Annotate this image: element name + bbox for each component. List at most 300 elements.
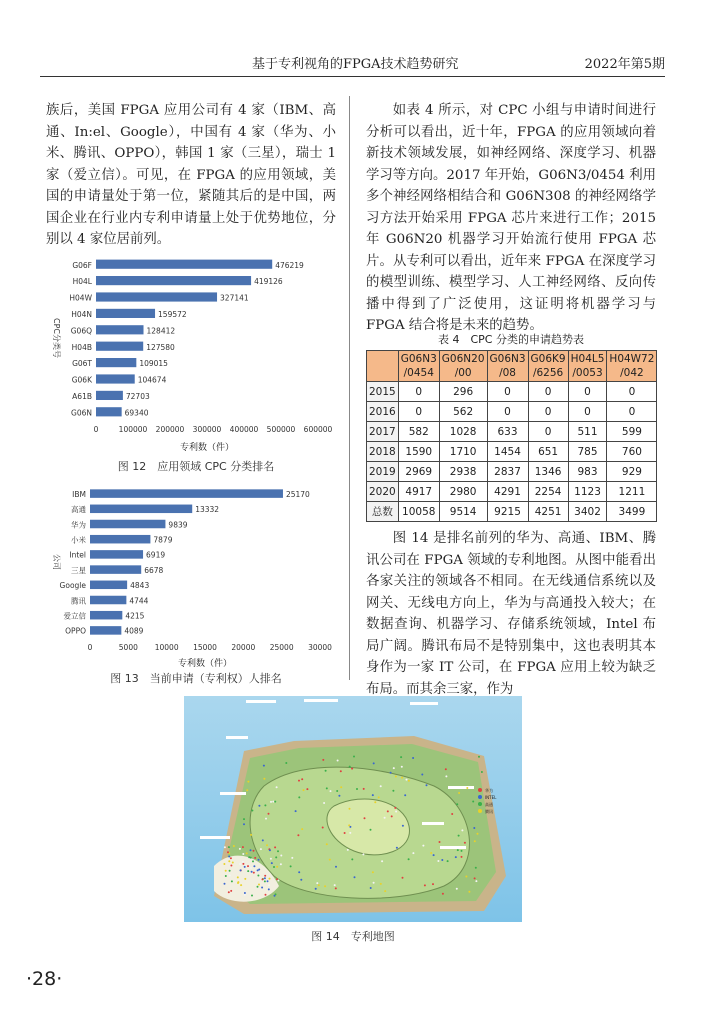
patent-dot <box>266 844 268 846</box>
category-label: H04W <box>69 293 92 303</box>
patent-dot <box>461 829 463 831</box>
patent-dot <box>370 887 372 889</box>
table-cell: 0 <box>487 382 528 402</box>
table-cell: 4917 <box>398 482 439 502</box>
patent-dot <box>351 858 353 860</box>
table-cell: 633 <box>487 422 528 442</box>
patent-dot <box>396 847 398 849</box>
patent-dot <box>280 863 282 865</box>
data-label: 13332 <box>195 505 220 515</box>
table-cell: 0 <box>568 382 607 402</box>
patent-dot <box>318 884 320 886</box>
table-cell: 2017 <box>367 422 399 442</box>
patent-dot <box>258 859 260 861</box>
category-label: H04L <box>72 277 92 287</box>
data-label: 7879 <box>153 535 173 545</box>
patent-dot <box>274 895 276 897</box>
table-row <box>367 442 657 462</box>
fig14-caption: 图 14 专利地图 <box>311 930 395 943</box>
patent-dot <box>380 883 382 885</box>
bar <box>96 407 122 416</box>
table-cell: 1710 <box>439 442 487 462</box>
patent-dot <box>298 871 300 873</box>
patent-dot <box>372 871 374 873</box>
patent-dot <box>441 859 443 861</box>
patent-dot <box>285 762 287 764</box>
patent-dot <box>254 857 256 859</box>
patent-dot <box>228 846 230 848</box>
table-cell: 599 <box>607 422 657 442</box>
patent-dot <box>270 801 272 803</box>
table-cell: 929 <box>607 462 657 482</box>
table-cell: 2016 <box>367 402 399 422</box>
patent-dot <box>228 860 230 862</box>
patent-dot <box>244 892 246 894</box>
table-cell: 0 <box>568 402 607 422</box>
category-label: H04N <box>71 309 92 319</box>
x-tick-label: 400000 <box>229 425 259 434</box>
patent-dot <box>354 876 356 878</box>
patent-dot <box>273 866 275 868</box>
table-cell: 总数 <box>367 502 399 522</box>
patent-dot <box>475 880 477 882</box>
patent-dot <box>258 805 260 807</box>
patent-dot <box>380 785 382 787</box>
table-cell: 511 <box>568 422 607 442</box>
patent-dot <box>253 850 255 852</box>
x-tick-label: 20000 <box>231 643 256 652</box>
data-label: 127580 <box>146 342 175 352</box>
table-row <box>367 422 657 442</box>
patent-dot <box>229 875 231 877</box>
data-label: 69340 <box>124 408 149 418</box>
bar <box>90 550 143 559</box>
left-paragraph: 族后，美国 FPGA 应用公司有 4 家（IBM、高通、In:el、Google），中国有 4 家（华为、小米、腾讯、OPPO），韩国 1 家（三星），瑞士 1 家（爱立信）。可见，在 FPGA 的应用领域，美国的申请量处于第一位，紧随其后的是中国，两国企业在行业内专利申请量上处于优势地位，分别以 4 家位居前列。 <box>46 103 336 247</box>
patent-dot <box>268 884 270 886</box>
table-cell: 0 <box>528 382 568 402</box>
table-cell: 9215 <box>487 502 528 522</box>
table-cell: 0 <box>398 402 439 422</box>
table-cell: 1454 <box>487 442 528 462</box>
patent-dot <box>364 817 366 819</box>
patent-dot <box>268 888 270 890</box>
table-cell: 2969 <box>398 462 439 482</box>
patent-dot <box>276 786 278 788</box>
patent-dot <box>228 891 230 893</box>
table-cell: 1590 <box>398 442 439 462</box>
data-label: 4215 <box>125 611 145 621</box>
patent-dot <box>330 790 332 792</box>
patent-dot <box>233 845 235 847</box>
patent-dot <box>274 801 276 803</box>
patent-dot <box>242 863 244 865</box>
patent-dot <box>326 843 328 845</box>
table-header-cell: G06N3 /0454 <box>398 351 439 382</box>
patent-dot <box>442 893 444 895</box>
fig12-svg <box>46 252 346 452</box>
patent-dot <box>253 865 255 867</box>
x-axis-title: 专利数（件） <box>177 659 233 668</box>
patent-dot <box>247 865 249 867</box>
patent-dot <box>384 890 386 892</box>
table-cell: 0 <box>607 402 657 422</box>
patent-dot <box>348 824 350 826</box>
patent-dot <box>298 796 300 798</box>
patent-dot <box>225 875 227 877</box>
patent-dot <box>230 857 232 859</box>
bar <box>96 276 251 285</box>
table-cell: 4291 <box>487 482 528 502</box>
table-cell: 9514 <box>439 502 487 522</box>
patent-dot <box>246 852 248 854</box>
bar <box>96 325 144 334</box>
patent-dot <box>244 894 246 896</box>
category-label: G06K <box>71 375 92 385</box>
patent-dot <box>340 786 342 788</box>
patent-dot <box>257 875 259 877</box>
patent-dot <box>239 863 241 865</box>
data-label: 159572 <box>158 309 187 319</box>
data-label: 4843 <box>130 581 150 591</box>
table-cell: 0 <box>528 422 568 442</box>
table-body <box>367 382 657 522</box>
column-divider <box>349 96 350 680</box>
patent-dot <box>244 866 246 868</box>
patent-dot <box>456 888 458 890</box>
category-label: Intel <box>69 550 86 560</box>
patent-dot <box>237 876 239 878</box>
patent-dot <box>353 756 355 758</box>
patent-map-image <box>184 696 522 922</box>
table-cell: 1211 <box>607 482 657 502</box>
table-cell: 1346 <box>528 462 568 482</box>
patent-dot <box>349 808 351 810</box>
patent-dot <box>430 852 432 854</box>
table-cell: 4251 <box>528 502 568 522</box>
page-header <box>40 48 665 77</box>
x-tick-label: 0 <box>93 425 99 434</box>
patent-dot <box>258 884 260 886</box>
legend-intel: INTEL <box>485 795 497 800</box>
issue-label: 2022年第5期 <box>584 57 665 72</box>
bar <box>96 342 143 351</box>
data-label: 72703 <box>125 391 150 401</box>
category-label: G06Q <box>70 326 92 336</box>
data-label: 476219 <box>275 260 304 270</box>
table-header-cell: G06K9 /6256 <box>528 351 568 382</box>
table-cell: 562 <box>439 402 487 422</box>
patent-dot <box>298 780 300 782</box>
patent-dot <box>370 829 372 831</box>
patent-dot <box>378 796 380 798</box>
patent-dot <box>269 878 271 880</box>
table-row <box>367 462 657 482</box>
patent-dot <box>263 765 265 767</box>
patent-dot <box>223 863 225 865</box>
patent-dot <box>247 870 249 872</box>
page-number: ·28· <box>26 968 63 990</box>
patent-dot <box>401 766 403 768</box>
patent-dot <box>250 834 252 836</box>
patent-dot <box>392 790 394 792</box>
bar <box>90 565 141 574</box>
patent-dot <box>349 832 351 834</box>
patent-dot <box>402 825 404 827</box>
patent-dot <box>264 875 266 877</box>
patent-dot <box>227 851 229 853</box>
x-tick-label: 600000 <box>303 425 333 434</box>
patent-dot <box>384 817 386 819</box>
patent-dot <box>230 890 232 892</box>
running-title: 基于专利视角的FPGA技术趋势研究 <box>252 57 459 72</box>
data-label: 6678 <box>144 565 164 575</box>
table-cell: 2254 <box>528 482 568 502</box>
table-cell: 785 <box>568 442 607 462</box>
patent-dot <box>322 827 324 829</box>
bar <box>90 611 122 620</box>
patent-dot <box>445 775 447 777</box>
patent-dot <box>408 858 410 860</box>
table-row <box>367 402 657 422</box>
patent-dot <box>337 760 339 762</box>
category-label: G06T <box>72 359 92 369</box>
patent-dot <box>247 781 249 783</box>
x-tick-label: 10000 <box>154 643 179 652</box>
data-label: 419126 <box>254 277 283 287</box>
patent-dot <box>424 884 426 886</box>
table-cell: 1028 <box>439 422 487 442</box>
patent-dot <box>362 853 364 855</box>
patent-dot <box>276 866 278 868</box>
patent-dot <box>393 767 395 769</box>
patent-dot <box>229 870 231 872</box>
patent-dot <box>240 869 242 871</box>
bar <box>90 535 150 544</box>
patent-dot <box>262 878 264 880</box>
fig12-chart <box>46 252 346 452</box>
x-tick-label: 200000 <box>155 425 185 434</box>
x-tick-label: 500000 <box>266 425 296 434</box>
bar <box>90 626 121 635</box>
category-label: OPPO <box>65 626 86 636</box>
patent-dot <box>374 801 376 803</box>
patent-dot <box>291 857 293 859</box>
table-cell: 0 <box>528 402 568 422</box>
data-label: 6919 <box>146 550 166 560</box>
patent-dot <box>324 885 326 887</box>
x-tick-label: 15000 <box>193 643 217 652</box>
fig13-caption: 图 13 当前申请（专利权）人排名 <box>110 672 282 685</box>
patent-dot <box>373 882 375 884</box>
table-header-cell <box>367 351 399 382</box>
x-tick-label: 300000 <box>192 425 222 434</box>
patent-dot <box>257 886 259 888</box>
patent-dot <box>381 860 383 862</box>
patent-dot <box>224 883 226 885</box>
patent-dot <box>465 876 467 878</box>
patent-dot <box>457 849 459 851</box>
patent-dot <box>252 860 254 862</box>
bar <box>96 260 272 269</box>
table-cell: 2019 <box>367 462 399 482</box>
patent-dot <box>473 827 475 829</box>
data-label: 128412 <box>146 326 176 336</box>
table-cell: 3499 <box>607 502 657 522</box>
table-header-cell: G06N20 /00 <box>439 351 487 382</box>
table-cell: 2018 <box>367 442 399 462</box>
patent-dot <box>230 865 232 867</box>
y-axis-title: 公司 <box>52 554 61 570</box>
patent-dot <box>466 787 468 789</box>
patent-dot <box>265 818 267 820</box>
patent-dot <box>472 801 474 803</box>
patent-dot <box>225 870 227 872</box>
patent-dot <box>475 867 477 869</box>
patent-dot <box>228 856 230 858</box>
x-tick-label: 5000 <box>118 643 138 652</box>
patent-dot <box>301 778 303 780</box>
patent-dot <box>344 832 346 834</box>
patent-dot <box>372 794 374 796</box>
patent-dot <box>395 776 397 778</box>
patent-dot <box>363 788 365 790</box>
patent-dot <box>335 887 337 889</box>
right-paragraph-b: 图 14 是排名前列的华为、高通、IBM、腾讯公司在 FPGA 领域的专利地图。从图中能看出各家关注的领域各不相同。在无线通信系统以及网关、无线电方向上，华为与高通投入较大；在数据查询、机器学习、存储系统领域，Intel 布局广阔。腾讯布局不是特别集中，这也表明其本身作为一家 IT 公司，在 FPGA 应用上较为缺乏布局。而其余三家，作为 <box>366 531 656 697</box>
patent-dot <box>268 813 270 815</box>
bar <box>90 581 127 590</box>
patent-dot <box>295 810 297 812</box>
patent-dot <box>261 887 263 889</box>
table-cell: 983 <box>568 462 607 482</box>
legend-tencent: 腾讯 <box>485 809 493 814</box>
patent-dot <box>406 779 408 781</box>
patent-dot <box>351 768 353 770</box>
patent-dot <box>272 801 274 803</box>
patent-dot <box>323 802 325 804</box>
table-header-cell: H04W72 /042 <box>607 351 657 382</box>
patent-dot <box>468 891 470 893</box>
patent-dot <box>433 854 435 856</box>
patent-dot <box>335 866 337 868</box>
patent-dot <box>231 880 233 882</box>
patent-dot <box>481 771 483 773</box>
patent-dot <box>445 768 447 770</box>
fig13-svg <box>46 482 346 668</box>
category-label: 爱立信 <box>63 611 86 621</box>
patent-dot <box>474 840 476 842</box>
patent-dot <box>421 774 423 776</box>
patent-dot <box>338 795 340 797</box>
patent-map-svg <box>184 696 522 922</box>
bar <box>90 489 283 498</box>
patent-dot <box>270 858 272 860</box>
patent-dot <box>315 888 317 890</box>
cpc-trend-table <box>366 350 657 522</box>
data-label: 25170 <box>285 489 310 499</box>
x-axis-title: 专利数（件） <box>179 443 235 452</box>
patent-dot <box>439 841 441 843</box>
patent-dot <box>264 880 266 882</box>
table-cell: 2020 <box>367 482 399 502</box>
patent-dot <box>395 811 397 813</box>
patent-dot <box>336 790 338 792</box>
patent-dot <box>458 835 460 837</box>
patent-dot <box>349 766 351 768</box>
patent-dot <box>464 842 466 844</box>
patent-dot <box>242 846 244 848</box>
patent-dot <box>243 823 245 825</box>
data-label: 9839 <box>168 520 188 530</box>
table-row <box>367 382 657 402</box>
patent-dot <box>232 862 234 864</box>
patent-dot <box>260 848 262 850</box>
data-label: 109015 <box>139 359 168 369</box>
patent-dot <box>251 895 253 897</box>
patent-dot <box>477 833 479 835</box>
x-tick-label: 25000 <box>269 643 294 652</box>
patent-dot <box>373 762 375 764</box>
category-label: G06F <box>72 260 92 270</box>
patent-dot <box>316 882 318 884</box>
patent-dot <box>356 788 358 790</box>
patent-dot <box>437 860 439 862</box>
patent-dot <box>326 787 328 789</box>
patent-dot <box>451 813 453 815</box>
patent-dot <box>258 869 260 871</box>
patent-dot <box>251 810 253 812</box>
fig12-caption: 图 12 应用领域 CPC 分类排名 <box>117 460 275 473</box>
patent-dot <box>244 878 246 880</box>
patent-dot <box>334 884 336 886</box>
table-cell: 1123 <box>568 482 607 502</box>
bar <box>96 374 135 383</box>
patent-dot <box>280 855 282 857</box>
category-label: 小米 <box>71 535 86 545</box>
patent-dot <box>325 770 327 772</box>
x-tick-label: 100000 <box>118 425 148 434</box>
table-row <box>367 482 657 502</box>
patent-dot <box>264 877 266 879</box>
patent-dot <box>322 759 324 761</box>
patent-dot <box>306 788 308 790</box>
category-label: IBM <box>72 489 86 499</box>
patent-dot <box>274 846 276 848</box>
right-paragraph-a: 如表 4 所示，对 CPC 小组与申请时间进行分析可以看出，近十年，FPGA 的应用领域向着新技术领域发展，如神经网络、深度学习、机器学习等方向。2017 年开始，G06N3/0454 利用多个神经网络相结合和 G06N308 的神经网络学习方法开始采用 FPGA 芯片来进行工作；2015 年 G06N20 机器学习开始流行使用 FPGA 芯片。从专利可以看出，近年来 FPGA 在深度学习的模型训练、模型学习、人工神经网络、反向传播中得到了广泛使用，这证明将机器学习与 FPGA 结合将是未来的趋势。 <box>366 103 656 333</box>
patent-dot <box>461 850 463 852</box>
patent-dot <box>264 804 266 806</box>
bar <box>96 391 123 400</box>
patent-dot <box>340 770 342 772</box>
patent-dot <box>242 853 244 855</box>
patent-dot <box>265 894 267 896</box>
table-cell: 651 <box>528 442 568 462</box>
patent-dot <box>251 871 253 873</box>
patent-dot <box>242 861 244 863</box>
table-header-cell: H04L5 /0053 <box>568 351 607 382</box>
patent-dot <box>401 777 403 779</box>
bar <box>90 505 192 514</box>
patent-dot <box>297 834 299 836</box>
table-cell: 10058 <box>398 502 439 522</box>
patent-dot <box>426 784 428 786</box>
table-cell: 2980 <box>439 482 487 502</box>
patent-dot <box>303 789 305 791</box>
patent-dot <box>329 859 331 861</box>
category-label: H04B <box>71 342 92 352</box>
table-cell: 2837 <box>487 462 528 482</box>
patent-dot <box>277 850 279 852</box>
patent-dot <box>432 883 434 885</box>
